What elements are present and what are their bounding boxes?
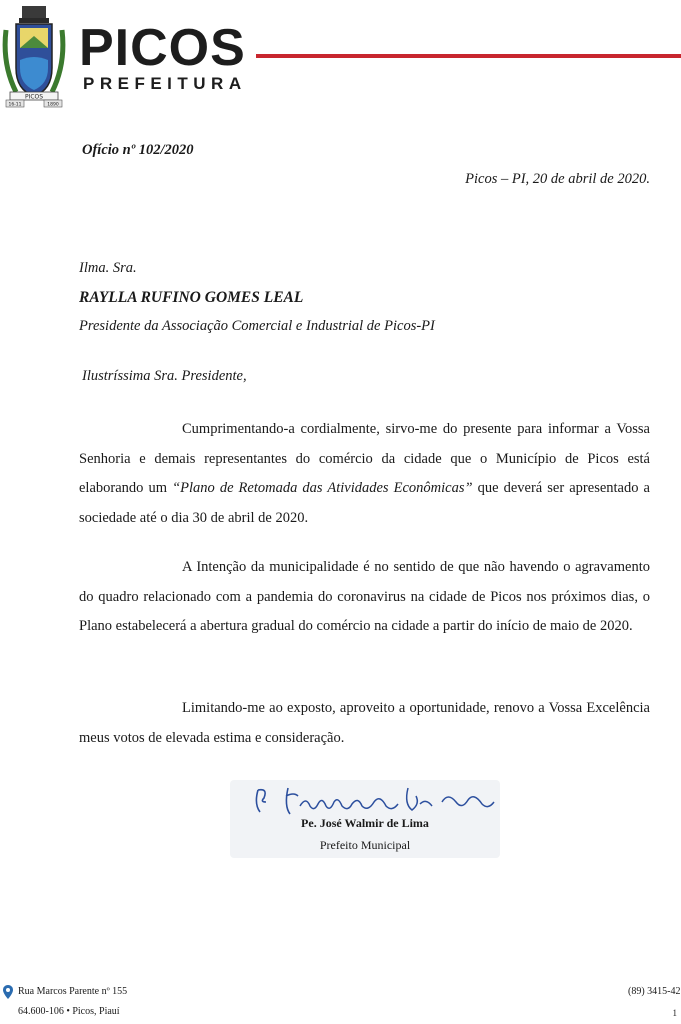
coat-of-arms-icon <box>2 4 66 110</box>
signer-title: Prefeito Municipal <box>319 838 411 852</box>
body-paragraph-1 <box>79 415 650 533</box>
footer-phone: (89) 3415-42 <box>628 986 681 997</box>
recipient-block <box>79 254 435 341</box>
footer-address-line-1: Rua Marcos Parente nº 155 <box>18 986 128 997</box>
paragraph-1-text-b: que deverá ser apresentado a sociedade até o dia 30 de abril de 2020. <box>79 480 650 526</box>
letter-greeting: Ilustríssima Sra. Presidente, <box>82 368 247 384</box>
brand-logo <box>79 19 247 93</box>
paragraph-1-text-a: Cumprimentando-a cordialmente, sirvo-me do presente para informar a Vossa Senhoria e demais representantes do comércio da cidade que o Município de Picos está elaborando um <box>79 421 650 497</box>
location-pin-icon <box>3 985 13 999</box>
page-marker: 1 <box>672 1008 677 1018</box>
signer-name: Pe. José Walmir de Lima <box>301 816 429 830</box>
body-paragraph-2: A Intenção da municipalidade é no sentido de que não havendo o agravamento do quadro relacionado com a pandemia do coronavirus na cidade de Picos nos próximos dias, o Plano estabelecerá a abertura gradual do comércio na cidade a partir do início de maio de 2020. <box>79 559 650 635</box>
plan-title-quote: “Plano de Retomada das Atividades Econômicas” <box>172 480 473 497</box>
letter-reference: Ofício nº 102/2020 <box>82 142 194 158</box>
brand-name: PICOS <box>79 19 246 77</box>
crest-left-date: 16-11 <box>8 102 22 108</box>
recipient-salutation: Ilma. Sra. <box>79 260 137 276</box>
letter-date: Picos – PI, 20 de abril de 2020. <box>465 171 650 187</box>
header-accent-rule <box>256 54 681 58</box>
recipient-name: RAYLLA RUFINO GOMES LEAL <box>79 289 304 306</box>
recipient-role: Presidente da Associação Comercial e Industrial de Picos-PI <box>79 318 435 334</box>
letter-footer <box>0 984 681 1024</box>
brand-subtitle: PREFEITURA <box>83 74 247 93</box>
crest-banner-text: PICOS <box>24 93 44 101</box>
crest-right-date: 1890 <box>47 102 59 108</box>
footer-address-line-2: 64.600-106 • Picos, Piauí <box>18 1006 120 1017</box>
body-paragraph-3: Limitando-me ao exposto, aproveito a oportunidade, renovo a Vossa Excelência meus votos de elevada estima e consideração. <box>79 700 650 746</box>
